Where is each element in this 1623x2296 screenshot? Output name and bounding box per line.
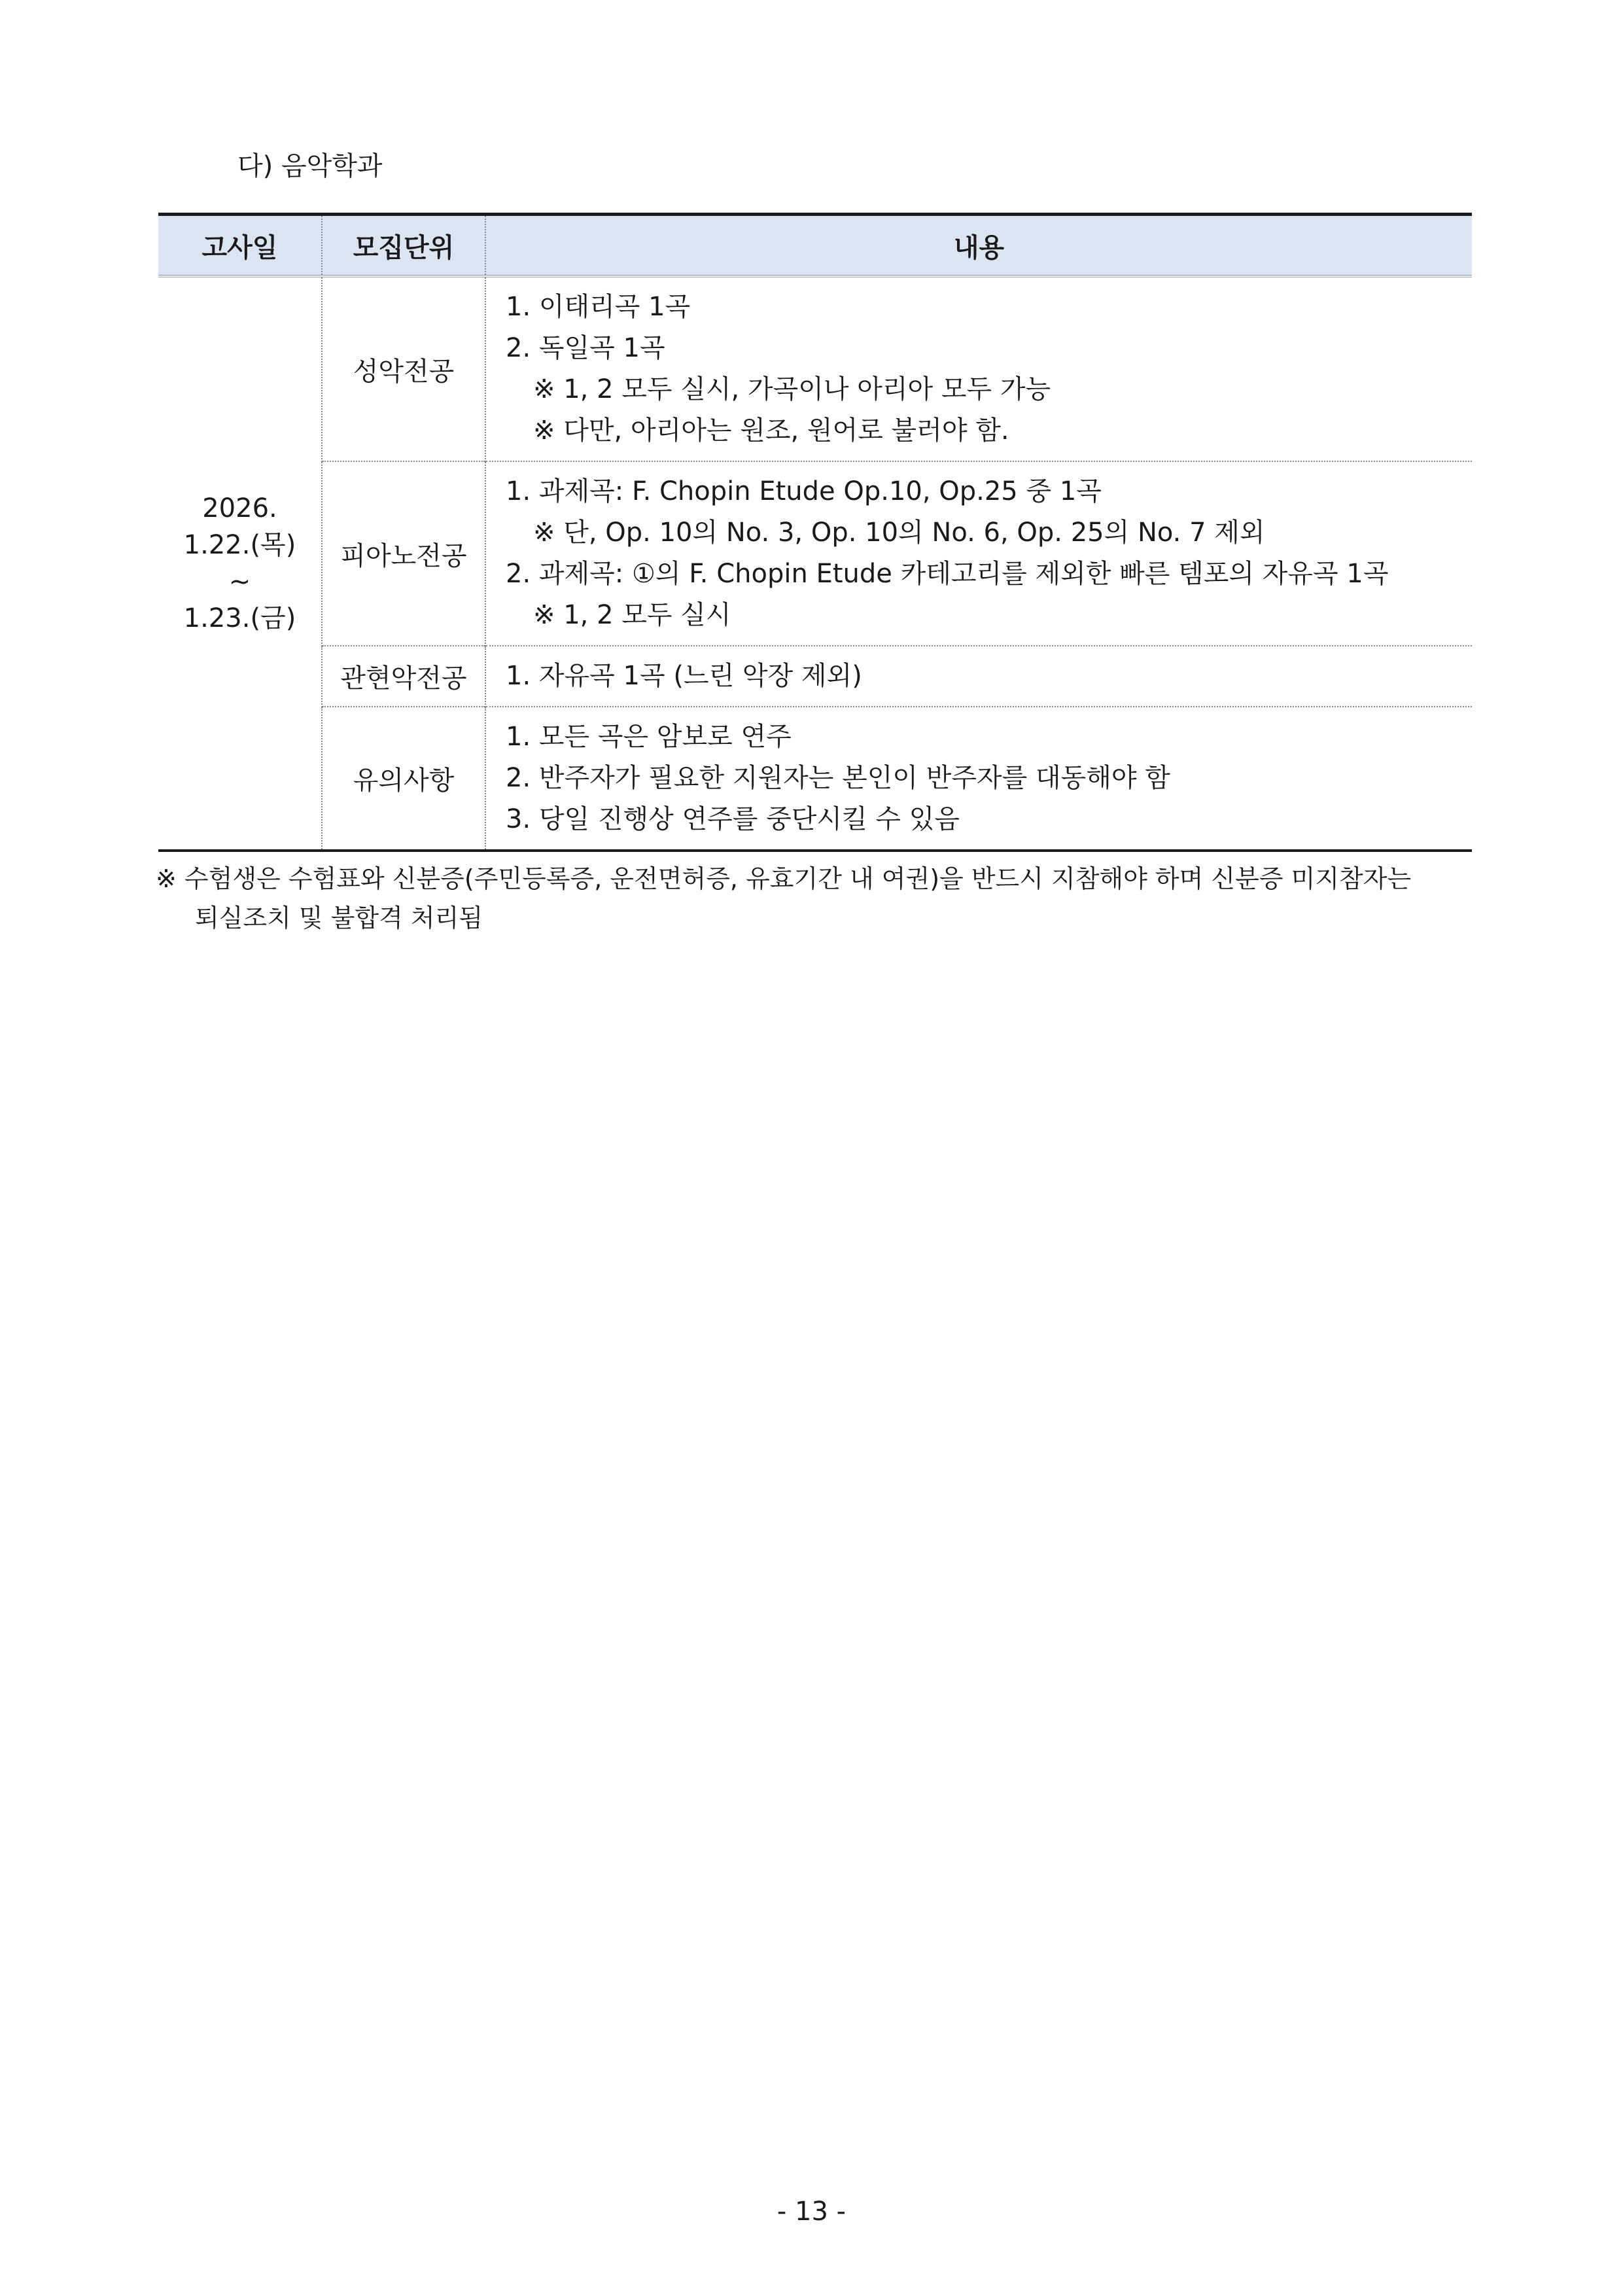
exam-date-line: 2026. bbox=[202, 493, 277, 523]
content-cell bbox=[485, 707, 1472, 851]
content-cell bbox=[485, 646, 1472, 707]
footnote-line-2: 퇴실조치 및 불합격 처리됨 bbox=[195, 904, 483, 932]
header-recruit-unit: 모집단위 bbox=[322, 215, 485, 277]
recruit-unit-cell: 유의사항 bbox=[322, 707, 485, 851]
recruit-unit-cell: 피아노전공 bbox=[322, 461, 485, 646]
section-heading: 다) 음악학과 bbox=[237, 151, 383, 181]
content-item-line: 3. 당일 진행상 연주를 중단시킬 수 있음 bbox=[506, 804, 960, 834]
exam-date-line: ~ bbox=[228, 567, 251, 597]
content-item-line: 1. 모든 곡은 암보로 연주 bbox=[506, 722, 792, 752]
exam-date-line: 1.22.(목) bbox=[183, 530, 296, 560]
table-row bbox=[158, 646, 1472, 707]
recruit-unit-cell: 관현악전공 bbox=[322, 646, 485, 707]
exam-date-cell bbox=[158, 276, 322, 851]
content-note-line: ※ 다만, 아리아는 원조, 원어로 불러야 함. bbox=[533, 415, 1009, 446]
content-item-line: 1. 과제곡: F. Chopin Etude Op.10, Op.25 중 1곡 bbox=[506, 476, 1102, 506]
page-number: - 13 - bbox=[777, 2197, 846, 2227]
table-row bbox=[158, 707, 1472, 851]
table-header-row bbox=[158, 215, 1472, 277]
music-exam-table bbox=[158, 213, 1472, 852]
content-item-line: 2. 독일곡 1곡 bbox=[506, 333, 665, 363]
content-note-line: ※ 단, Op. 10의 No. 3, Op. 10의 No. 6, Op. 25의 No. 7 제외 bbox=[533, 518, 1265, 548]
content-cell bbox=[485, 276, 1472, 461]
footnote bbox=[156, 859, 1411, 938]
content-item-line: 1. 자유곡 1곡 (느린 악장 제외) bbox=[506, 661, 862, 691]
recruit-unit-cell: 성악전공 bbox=[322, 276, 485, 461]
content-item-line: 1. 이태리곡 1곡 bbox=[506, 292, 691, 322]
content-note-line: ※ 1, 2 모두 실시, 가곡이나 아리아 모두 가능 bbox=[533, 374, 1051, 404]
table-row bbox=[158, 276, 1472, 461]
content-note-line: ※ 1, 2 모두 실시 bbox=[533, 600, 731, 630]
content-item-line: 2. 반주자가 필요한 지원자는 본인이 반주자를 대동해야 함 bbox=[506, 763, 1170, 793]
exam-date-line: 1.23.(금) bbox=[183, 603, 296, 633]
header-exam-date: 고사일 bbox=[158, 215, 322, 277]
footnote-line-1: ※ 수험생은 수험표와 신분증(주민등록증, 운전면허증, 유효기간 내 여권)을 반드시 지참해야 하며 신분증 미지참자는 bbox=[156, 864, 1412, 893]
content-cell bbox=[485, 461, 1472, 646]
header-content: 내용 bbox=[485, 215, 1472, 277]
table-row bbox=[158, 461, 1472, 646]
content-item-line: 2. 과제곡: ①의 F. Chopin Etude 카테고리를 제외한 빠른 템포의 자유곡 1곡 bbox=[506, 559, 1389, 589]
